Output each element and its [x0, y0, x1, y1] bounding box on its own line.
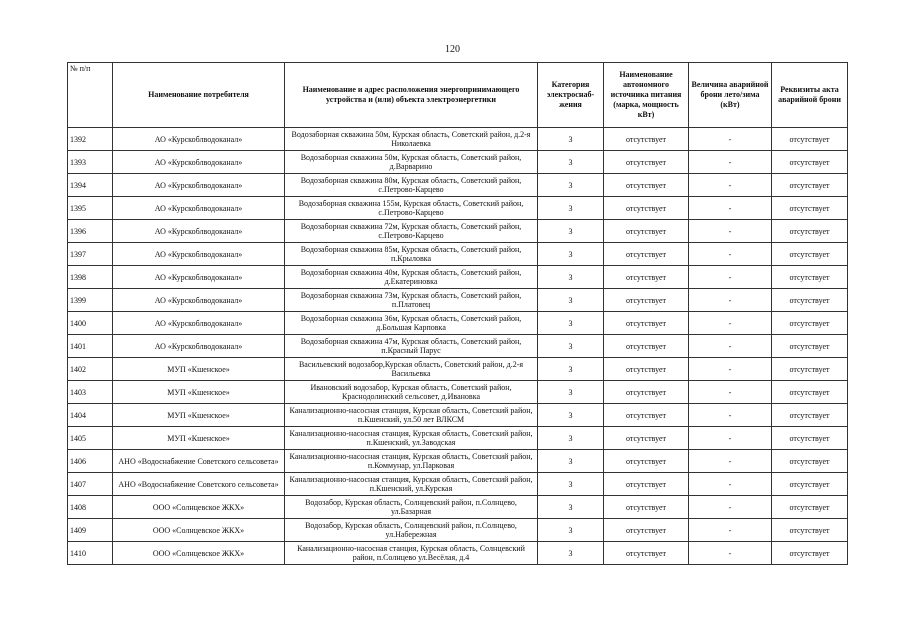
cell-consumer: МУП «Кшенское» [113, 404, 285, 427]
cell-power: - [689, 174, 772, 197]
cell-address: Водозаборная скважина 72м, Курская область, Советский район, с.Петрово-Карцево [285, 220, 538, 243]
cell-consumer: АО «Курскоблводоканал» [113, 243, 285, 266]
table-row [68, 542, 848, 565]
cell-category: 3 [538, 151, 604, 174]
table-row [68, 243, 848, 266]
table-row [68, 473, 848, 496]
table-row [68, 128, 848, 151]
cell-category: 3 [538, 381, 604, 404]
cell-category: 3 [538, 266, 604, 289]
table-row [68, 220, 848, 243]
table-header-row [68, 63, 848, 128]
table-row [68, 312, 848, 335]
cell-act: отсутствует [772, 404, 848, 427]
cell-source: отсутствует [604, 335, 689, 358]
table-row [68, 450, 848, 473]
cell-num: 1392 [68, 128, 113, 151]
table-row [68, 519, 848, 542]
cell-consumer: ООО «Солнцевское ЖКХ» [113, 542, 285, 565]
table-row [68, 151, 848, 174]
cell-address: Канализационно-насосная станция, Курская область, Советский район, п.Коммунар, ул.Парковая [285, 450, 538, 473]
table-row [68, 496, 848, 519]
cell-num: 1398 [68, 266, 113, 289]
cell-source: отсутствует [604, 404, 689, 427]
cell-num: 1400 [68, 312, 113, 335]
cell-power: - [689, 450, 772, 473]
cell-category: 3 [538, 519, 604, 542]
cell-power: - [689, 358, 772, 381]
cell-category: 3 [538, 174, 604, 197]
cell-num: 1401 [68, 335, 113, 358]
cell-consumer: АО «Курскоблводоканал» [113, 335, 285, 358]
cell-act: отсутствует [772, 151, 848, 174]
table-row [68, 381, 848, 404]
cell-category: 3 [538, 450, 604, 473]
cell-category: 3 [538, 335, 604, 358]
cell-source: отсутствует [604, 427, 689, 450]
cell-category: 3 [538, 473, 604, 496]
cell-category: 3 [538, 404, 604, 427]
cell-consumer: МУП «Кшенское» [113, 381, 285, 404]
cell-consumer: АНО «Водоснабжение Советского сельсовета» [113, 473, 285, 496]
table-row [68, 427, 848, 450]
cell-address: Канализационно-насосная станция, Курская область, Советский район, п.Кшенский, ул.Заводская [285, 427, 538, 450]
cell-consumer: МУП «Кшенское» [113, 427, 285, 450]
cell-power: - [689, 312, 772, 335]
cell-num: 1395 [68, 197, 113, 220]
cell-power: - [689, 220, 772, 243]
cell-consumer: АО «Курскоблводоканал» [113, 266, 285, 289]
cell-num: 1407 [68, 473, 113, 496]
cell-act: отсутствует [772, 542, 848, 565]
cell-act: отсутствует [772, 519, 848, 542]
header-consumer: Наименование потребителя [113, 63, 285, 128]
cell-category: 3 [538, 243, 604, 266]
cell-category: 3 [538, 197, 604, 220]
cell-num: 1406 [68, 450, 113, 473]
cell-source: отсутствует [604, 496, 689, 519]
cell-address: Васильевский водозабор,Курская область, Советский район, д.2-я Васильевка [285, 358, 538, 381]
cell-act: отсутствует [772, 220, 848, 243]
cell-consumer: АО «Курскоблводоканал» [113, 289, 285, 312]
cell-act: отсутствует [772, 358, 848, 381]
cell-source: отсутствует [604, 450, 689, 473]
cell-power: - [689, 519, 772, 542]
cell-power: - [689, 542, 772, 565]
cell-consumer: АО «Курскоблводоканал» [113, 312, 285, 335]
table-row [68, 289, 848, 312]
cell-num: 1397 [68, 243, 113, 266]
cell-power: - [689, 381, 772, 404]
page-number: 120 [445, 44, 460, 55]
cell-num: 1409 [68, 519, 113, 542]
cell-power: - [689, 473, 772, 496]
cell-source: отсутствует [604, 289, 689, 312]
cell-power: - [689, 496, 772, 519]
cell-source: отсутствует [604, 266, 689, 289]
cell-consumer: ООО «Солнцевское ЖКХ» [113, 519, 285, 542]
cell-consumer: АО «Курскоблводоканал» [113, 220, 285, 243]
cell-source: отсутствует [604, 473, 689, 496]
header-power: Величина аварийной брони лето/зима (кВт) [689, 63, 772, 128]
cell-address: Водозабор, Курская область, Солнцевский район, п.Солнцево, ул.Базарная [285, 496, 538, 519]
cell-category: 3 [538, 358, 604, 381]
cell-power: - [689, 197, 772, 220]
cell-source: отсутствует [604, 243, 689, 266]
cell-power: - [689, 266, 772, 289]
cell-category: 3 [538, 128, 604, 151]
cell-num: 1408 [68, 496, 113, 519]
table-row [68, 266, 848, 289]
cell-address: Канализационно-насосная станция, Курская область, Советский район, п.Кшенский, ул.50 лет ВЛКСМ [285, 404, 538, 427]
cell-source: отсутствует [604, 128, 689, 151]
cell-consumer: АО «Курскоблводоканал» [113, 128, 285, 151]
cell-act: отсутствует [772, 243, 848, 266]
cell-num: 1405 [68, 427, 113, 450]
table-row [68, 174, 848, 197]
cell-address: Ивановский водозабор, Курская область, Советский район, Краснодолинский сельсовет, д.Ивановка [285, 381, 538, 404]
cell-act: отсутствует [772, 450, 848, 473]
cell-address: Водозаборная скважина 80м, Курская область, Советский район, с.Петрово-Карцево [285, 174, 538, 197]
header-address: Наименование и адрес расположения энергопринимающего устройства и (или) объекта электроэнергетики [285, 63, 538, 128]
cell-num: 1404 [68, 404, 113, 427]
cell-act: отсутствует [772, 312, 848, 335]
cell-num: 1410 [68, 542, 113, 565]
cell-act: отсутствует [772, 128, 848, 151]
cell-num: 1403 [68, 381, 113, 404]
cell-category: 3 [538, 542, 604, 565]
cell-address: Водозаборная скважина 155м, Курская область, Советский район, с.Петрово-Карцево [285, 197, 538, 220]
cell-category: 3 [538, 427, 604, 450]
cell-consumer: АО «Курскоблводоканал» [113, 197, 285, 220]
cell-address: Водозаборная скважина 50м, Курская область, Советский район, д.2-я Николаевка [285, 128, 538, 151]
cell-consumer: МУП «Кшенское» [113, 358, 285, 381]
header-category: Категория электроснаб-жения [538, 63, 604, 128]
header-num: № п/п [68, 63, 113, 128]
cell-power: - [689, 243, 772, 266]
cell-power: - [689, 128, 772, 151]
header-act: Реквизиты акта аварийной брони [772, 63, 848, 128]
table-row [68, 197, 848, 220]
cell-act: отсутствует [772, 381, 848, 404]
cell-power: - [689, 427, 772, 450]
cell-act: отсутствует [772, 197, 848, 220]
cell-address: Канализационно-насосная станция, Курская область, Солнцевский район, п.Солнцево ул.Весёлая, д.4 [285, 542, 538, 565]
header-source: Наименование автономного источника питания (марка, мощность кВт) [604, 63, 689, 128]
cell-power: - [689, 335, 772, 358]
table-row [68, 358, 848, 381]
cell-source: отсутствует [604, 312, 689, 335]
cell-address: Водозаборная скважина 73м, Курская область, Советский район, п.Платовец [285, 289, 538, 312]
cell-consumer: АО «Курскоблводоканал» [113, 151, 285, 174]
cell-address: Водозаборная скважина 36м, Курская область, Советский район, д.Большая Карповка [285, 312, 538, 335]
cell-act: отсутствует [772, 174, 848, 197]
cell-power: - [689, 151, 772, 174]
cell-address: Канализационно-насосная станция, Курская область, Советский район, п.Кшенский, ул.Курская [285, 473, 538, 496]
cell-consumer: АО «Курскоблводоканал» [113, 174, 285, 197]
cell-source: отсутствует [604, 220, 689, 243]
cell-category: 3 [538, 289, 604, 312]
cell-num: 1399 [68, 289, 113, 312]
cell-category: 3 [538, 312, 604, 335]
cell-act: отсутствует [772, 473, 848, 496]
cell-source: отсутствует [604, 381, 689, 404]
cell-act: отсутствует [772, 427, 848, 450]
cell-act: отсутствует [772, 335, 848, 358]
cell-power: - [689, 404, 772, 427]
table-body [68, 128, 848, 565]
emergency-reserve-table [67, 62, 848, 565]
cell-num: 1394 [68, 174, 113, 197]
cell-source: отсутствует [604, 542, 689, 565]
cell-category: 3 [538, 220, 604, 243]
cell-consumer: ООО «Солнцевское ЖКХ» [113, 496, 285, 519]
cell-power: - [689, 289, 772, 312]
cell-act: отсутствует [772, 496, 848, 519]
cell-source: отсутствует [604, 151, 689, 174]
cell-num: 1402 [68, 358, 113, 381]
cell-source: отсутствует [604, 197, 689, 220]
table-row [68, 335, 848, 358]
cell-act: отсутствует [772, 289, 848, 312]
cell-source: отсутствует [604, 174, 689, 197]
cell-source: отсутствует [604, 358, 689, 381]
cell-num: 1393 [68, 151, 113, 174]
cell-address: Водозаборная скважина 50м, Курская область, Советский район, д.Варварино [285, 151, 538, 174]
cell-category: 3 [538, 496, 604, 519]
cell-consumer: АНО «Водоснабжение Советского сельсовета» [113, 450, 285, 473]
cell-num: 1396 [68, 220, 113, 243]
cell-address: Водозаборная скважина 40м, Курская область, Советский район, д.Екатериновка [285, 266, 538, 289]
cell-address: Водозаборная скважина 85м, Курская область, Советский район, п.Крыловка [285, 243, 538, 266]
cell-act: отсутствует [772, 266, 848, 289]
table-row [68, 404, 848, 427]
cell-source: отсутствует [604, 519, 689, 542]
cell-address: Водозабор, Курская область, Солнцевский район, п.Солнцево, ул.Набережная [285, 519, 538, 542]
cell-address: Водозаборная скважина 47м, Курская область, Советский район, п.Красный Парус [285, 335, 538, 358]
